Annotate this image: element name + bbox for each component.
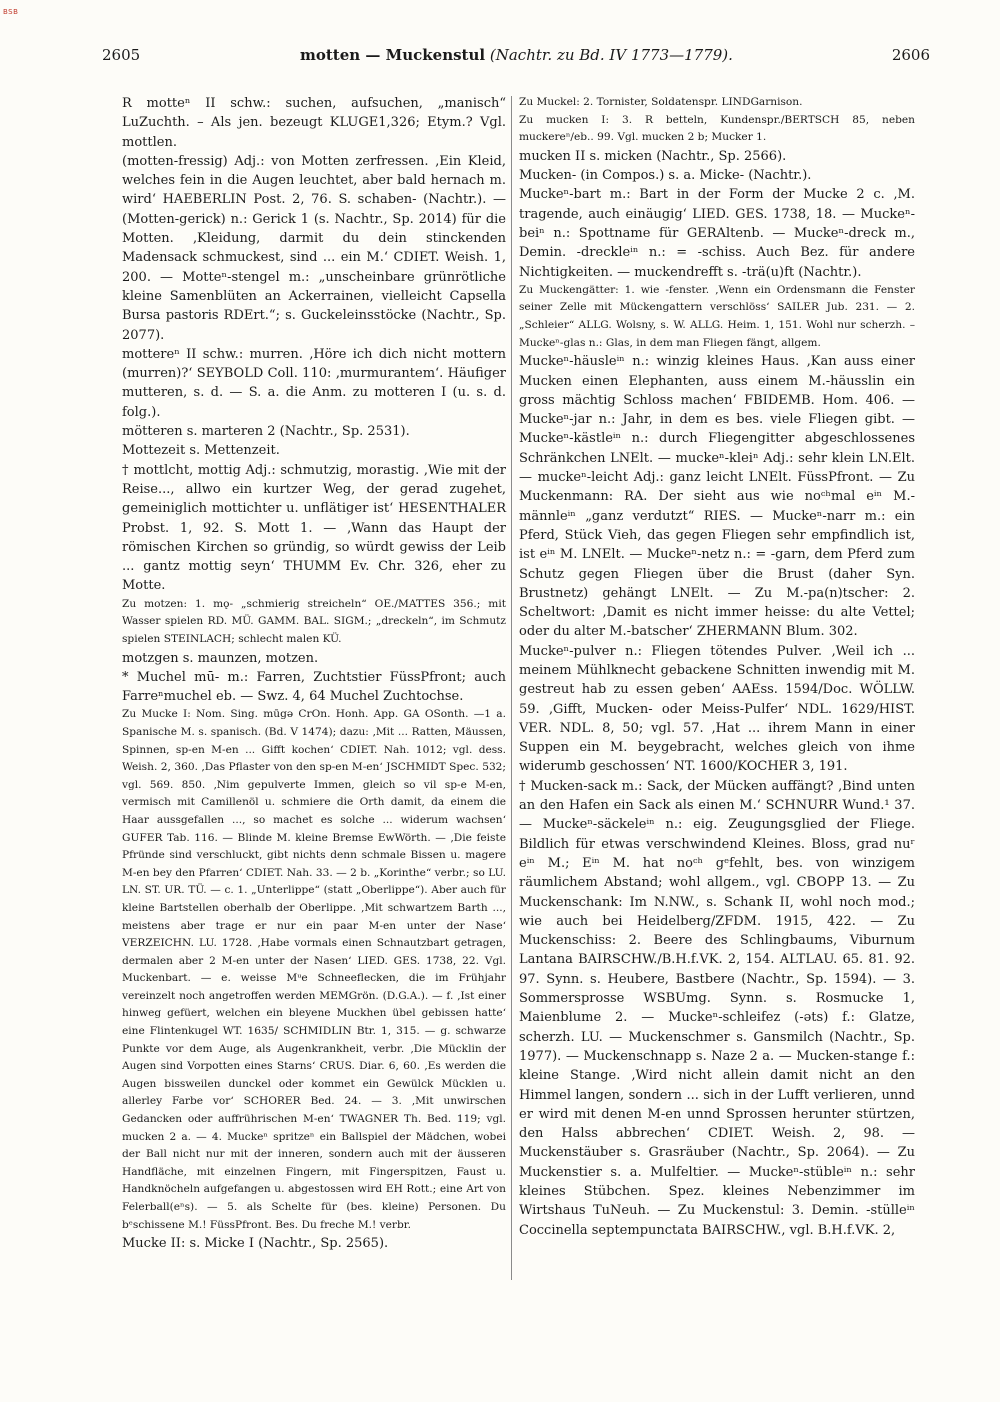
dictionary-entry: Muckeⁿ-pulver n.: Fliegen tötendes Pulver. ‚Weil ich ... meinem Mühlknecht gebackene Schnitten inwendig mit M. gestreut hab zu essen geben‘ AAEss. 1594/Doc. WÖLLW. 59. ‚Gifft, Mucken- oder Meiss-Pulfer‘ NDL. 1629/HIST. VER. NDL. 8, 50; vgl. 57. ‚Hat ... ihrem Mann in einer Suppen ein M. beygebracht, welches gleich von ihme widerumb geschossen‘ NT. 1600/KOCHER 3, 191. [519, 643, 915, 775]
dictionary-entry: † Mucken-sack m.: Sack, der Mücken auffängt? ‚Bind unten an den Hafen ein Sack als einen M.‘ SCHNURR Wund.¹ 37. — Muckeⁿ-säckeleⁱⁿ n.: eig. Zeugungsglied der Fliege. Bildlich für etwas verschwindend Kleines. Bloss, grad nuʳ eⁱⁿ M.; Eⁱⁿ M. hat noᶜʰ gᵉfehlt, bes. von winzigem räumlichem Abstand; wohl allgem., vgl. CBOPP 13. — Zu Muckenschank: Im N.NW., s. Schank II, wohl noch mod.; wie auch bei Heidelberg/ZFDM. 1915, 422. — Zu Muckenschiss: 2. Beere des Schlingbaums, Viburnum Lantana BAIRSCHW./B.H.f.VK. 2, 154. ALTLAU. 65. 81. 92. 97. Synn. s. Heubere, Bastbere (Nachtr., Sp. 1594). — 3. Sommersprosse WSBUmg. Synn. s. Rosmucke 1, Maienblume 2. — Muckeⁿ-schleifez (-əts) f.: Glatze, scherzh. LU. — Muckenschmer s. Gansmilch (Nachtr., Sp. 1977). — Muckenschnapp s. Naze 2 a. — Mucken-stange f.: kleine Stange. ‚Wird nicht allein damit nicht an den Himmel langen, sondern ... sich in der Lufft verlieren, unnd er wird mit denen M-en unnd Sprossen herunter stürtzen, den Halss abbrechen‘ CDIET. Weish. 2, 98. — Muckenstäuber s. Grasräuber (Nachtr., Sp. 2064). — Zu Muckenstier s. a. Mulfeltier. — Muckeⁿ-stübleⁱⁿ n.: sehr kleines Stübchen. Spez. kleines Nebenzimmer im Wirtshaus TuNeuh. — Zu Muckenstul: 3. Demin. -stülleⁱⁿ Coccinella septempunctata BAIRSCHW., vgl. B.H.f.VK. 2, [519, 778, 915, 1238]
dictionary-entry: Zu Mucke I: Nom. Sing. mūgə CrOn. Honh. App. GA OSonth. —1 a. Spanische M. s. spanisch. (Bd. V 1474); dazu: ‚Mit ... Ratten, Mäussen, Spinnen, sp-en M-en ... Gifft kochen‘ CDIET. Nah. 1012; vgl. dess. Weish. 2, 360. ‚Das Pflaster von den sp-en M-en‘ JSCHMIDT Spec. 532; vgl. 569. 850. ‚Nim gepulverte Immen, gleich so vil sp-e M-en, vermisch mit Camillenöl u. schmiere die Orth damit, da einem die Haar aussgefallen ..., so machet es solche ... widerum wachsen‘ GUFER Tab. 116. — Blinde M. kleine Bremse EwWörth. — ‚Die feiste Pfründe sind verschluckt, gibt nichts denn schmale Bissen u. magere M-en bey den Pfarren‘ CDIET. Nah. 33. — 2 b. „Korinthe“ verbr.; so LU. LN. ST. UR. TÜ. — c. 1. „Unterlippe“ (statt „Oberlippe“). Aber auch für kleine Bartstellen oberhalb der Oberlippe. ‚Mit schwartzem Barth ..., meistens aber trage er nur ein paar M-en unter der Nase‘ VERZEICHN. LU. 1728. ‚Habe vormals einen Schnautzbart getragen, dermalen aber 2 M-en unter der Nasen‘ LIED. GES. 1738, 22. Vgl. Muckenbart. — e. weisse Mᵘe Schneeflecken, die im Frühjahr vereinzelt noch angetroffen werden MEMGrön. (D.G.A.). — f. ‚Ist einer hinweg gefüert, welchen ein bleyene Muckhen übel gebissen hatte‘ eine Flintenkugel WT. 1635/ SCHMIDLIN Btr. 1, 315. — g. schwarze Punkte vor dem Auge, als Augenkrankheit, verbr. ‚Die Mücklin der Augen sind Vorpotten eines Starns‘ CRUS. Diar. 6, 60. ‚Es werden die Augen bissweilen dunckel oder kommet ein Gewülck Mücklen u. allerley Farbe vor‘ SCHORER Bed. 24. — 3. ‚Mit unwirschen Gedancken oder auffrührischen M-en‘ TWAGNER Th. Bed. 119; vgl. mucken 2 a. — 4. Muckeⁿ spritzeⁿ ein Ballspiel der Mädchen, wobei der Ball nicht nur mit der inneren, sondern auch mit der äusseren Handfläche, mit einzelnen Fingern, mit Fingerspitzen, Faust u. Handknöcheln aufgefangen u. abgestossen wird EH Rott.; eine Art von Felerball(eⁿs). — 5. als Schelte für (bes. kleine) Personen. Du bᵉschissene M.! FüssPfront. Bes. Du freche M.! verbr. [122, 708, 506, 1231]
column-divider [511, 96, 512, 1280]
left-column [122, 94, 506, 1254]
dictionary-entry: Mucke II: s. Micke I (Nachtr., Sp. 2565). [122, 1236, 389, 1252]
page-number-left: 2605 [102, 46, 141, 64]
dictionary-entry: mötteren s. marteren 2 (Nachtr., Sp. 2531). [122, 424, 410, 440]
dictionary-entry: mottereⁿ II schw.: murren. ‚Höre ich dich nicht mottern (murren)?‘ SEYBOLD Coll. 110: ‚murmurantem‘. Häufiger mutteren, s. d. — S. a. die Anm. zu motteren I (u. s. d. folg.). [122, 346, 506, 420]
dictionary-entry: mucken II s. micken (Nachtr., Sp. 2566). [519, 148, 787, 164]
dictionary-entry: Zu mucken I: 3. R betteln, Kundenspr./BERTSCH 85, neben muckereⁿ/eb.. 99. Vgl. mucken 2 b; Mucker 1. [519, 113, 915, 144]
dictionary-entry: Zu motzen: 1. mǫ- „schmierig streicheln“ OE./MATTES 356.; mit Wasser spielen RD. MÜ. GAMM. BAL. SIGM.; „dreckeln“, im Schmutz spielen STEINLACH; schlecht malen KÜ. [122, 597, 506, 645]
dictionary-entry: * Muchel mū- m.: Farren, Zuchtstier FüssPfront; auch Farreⁿmuchel eb. — Swz. 4, 64 Muchel Zuchtochse. [122, 669, 506, 705]
dictionary-entry: Zu Muckel: 2. Tornister, Soldatenspr. LINDGarnison. [519, 96, 803, 108]
title-note: (Nachtr. zu Bd. IV 1773—1779). [489, 46, 733, 64]
dictionary-entry: (motten-fressig) Adj.: von Motten zerfressen. ‚Ein Kleid, welches fein in die Augen leuchtet, aber bald hernach m. wird‘ HAEBERLIN Post. 2, 76. S. schaben- (Nachtr.). — (Motten-gerick) n.: Gerick 1 (s. Nachtr., Sp. 2014) für die Motten. ‚Kleidung, darmit du dein stinckenden Madensack schmuckest, sind ... ein M.‘ CDIET. Weish. 1, 200. — Motteⁿ-stengel m.: „unscheinbare grünrötliche kleine Samenblüten an Ackerrainen, vielleicht Capsella Bursa pastoris RDErt.“; s. Guckeleinsstöcke (Nachtr., Sp. 2077). [122, 153, 506, 343]
dictionary-entry: Mucken- (in Compos.) s. a. Micke- (Nachtr.). [519, 168, 812, 184]
page-number-right: 2606 [891, 46, 930, 64]
right-column [519, 94, 915, 1240]
dictionary-entry: Muckeⁿ-häusleⁱⁿ n.: winzig kleines Haus. ‚Kan auss einer Mucken einen Elephanten, auss einem M.-häusslin ein gross mächtig Schloss machen‘ FBIDEMB. Hom. 406. — Muckeⁿ-jar n.: Jahr, in dem es bes. viele Fliegen gibt. — Muckeⁿ-kästleⁱⁿ n.: durch Fliegengitter abgeschlossenes Schränkchen LNElt. — muckeⁿ-kleiⁿ Adj.: sehr klein LN.Elt. — muckeⁿ-leicht Adj.: ganz leicht LNElt. FüssPfront. — Zu Muckenmann: RA. Der sieht aus wie noᶜʰmal eⁱⁿ M.-männleⁱⁿ „ganz verdutzt“ RIES. — Muckeⁿ-narr m.: ein Pferd, Stück Vieh, das gegen Fliegen sehr empfindlich ist, ist eⁱⁿ M. LNElt. — Muckeⁿ-netz n.: = -garn, dem Pferd zum Schutz gegen Fliegen über die Brust (daher Syn. Brustnetz) gehängt LNElt. — Zu M.-pa(n)tscher: 2. Scheltwort: ‚Damit es nicht immer heisse: du alte Vettel; oder du alter M.-batscher‘ ZHERMANN Blum. 302. [519, 354, 915, 640]
running-header [100, 46, 930, 70]
library-stamp: BSB [3, 8, 19, 16]
dictionary-entry: Muckeⁿ-bart m.: Bart in der Form der Mucke 2 c. ‚M. tragende, auch einäugig‘ LIED. GES. 1738, 18. — Muckeⁿ-beiⁿ n.: Spottname für GERAltenb. — Muckeⁿ-dreck m., Demin. -dreckleⁱⁿ n.: = -schiss. Auch Bez. für andere Nichtigkeiten. — muckendrefft s. -trä(u)ft (Nachtr.). [519, 187, 915, 280]
dictionary-entry: Mottezeit s. Mettenzeit. [122, 443, 280, 459]
running-title [300, 46, 733, 64]
dictionary-entry: R motteⁿ II schw.: suchen, aufsuchen, „manisch“ LuZuchth. – Als jen. bezeugt KLUGE1,326; Etym.? Vgl. mottlen. [122, 96, 506, 150]
dictionary-entry: † mottlcht, mottig Adj.: schmutzig, morastig. ‚Wie mit der Reise..., allwo ein kurtzer Weg, der gerad zugehet, gemeiniglich mottichter u. unflätiger ist‘ HESENTHALER Probst. 1, 92. S. Mott 1. — ‚Wann das Haupt der römischen Kirchen so gründig, so würdt gewiss der Leib ... gantz mottig seyn‘ THUMM Ev. Chr. 326, eher zu Motte. [122, 462, 506, 594]
dictionary-entry: Zu Muckengätter: 1. wie -fenster. ‚Wenn ein Ordensmann die Fenster seiner Zelle mit Mückengattern verschlöss‘ SAILER Jub. 231. — 2. „Schleier“ ALLG. Wolsny, s. W. ALLG. Heim. 1, 151. Wohl nur scherzh. – Muckeⁿ-glas n.: Glas, in dem man Fliegen fängt, allgem. [519, 283, 915, 349]
dictionary-entry: motzgen s. maunzen, motzen. [122, 650, 319, 666]
title-keywords: motten — Muckenstul [300, 46, 486, 64]
